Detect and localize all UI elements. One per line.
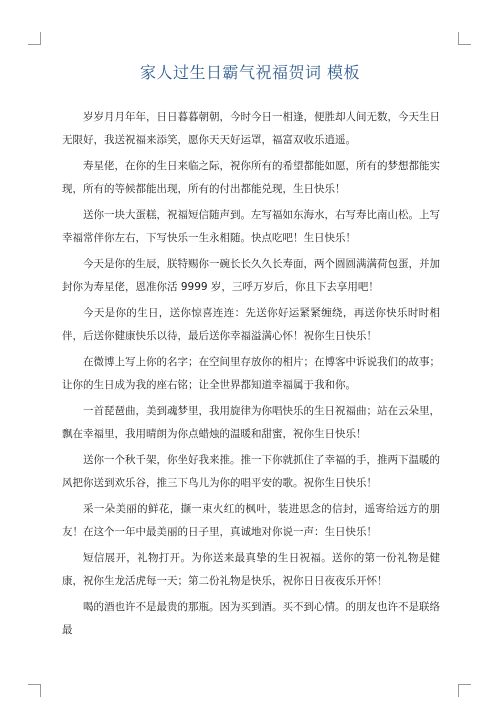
- crop-mark-top-left: [28, 32, 41, 45]
- paragraph: 采一朵美丽的鲜花，撷一束火红的枫叶，装进思念的信封，遥寄给远方的朋友！在这个一年中最美丽的日子里，真诚地对你说一声：生日快乐！: [62, 503, 440, 538]
- paragraph: 送你一块大蛋糕，祝福短信随声到。左写福如东海水，右写寿比南山松。上写幸福常伴你左右，下写快乐一生永相随。快点吃吧！生日快乐！: [62, 209, 440, 244]
- paragraph: 寿星佬，在你的生日来临之际，祝你所有的希望都能如愿，所有的梦想都能实现，所有的等候都能出现，所有的付出都能兑现，生日快乐！: [62, 160, 440, 195]
- paragraph: 今天是你的生日，送你惊喜连连：先送你好运紧紧缠绕，再送你快乐时时相伴，后送你健康快乐以待，最后送你幸福溢满心怀！祝你生日快乐！: [62, 307, 440, 342]
- paragraph: 送你一个秋千架，你坐好我来推。推一下你就抓住了幸福的手，推两下温暖的风把你送到欢乐谷，推三下鸟儿为你的唱平安的歌。祝你生日快乐！: [62, 454, 440, 489]
- crop-mark-bottom-left: [28, 684, 41, 697]
- paragraph: 喝的酒也许不是最贵的那瓶。因为买到酒。买不到心情。的朋友也许不是联络最: [62, 601, 440, 636]
- document-title: 家人过生日霸气祝福贺词 模板: [139, 63, 361, 82]
- crop-mark-top-right: [458, 32, 471, 45]
- paragraph: 在微博上写上你的名字；在空间里存放你的相片；在博客中诉说我们的故事；让你的生日成为我的座右铭；让全世界都知道幸福属于我和你。: [62, 356, 440, 391]
- paragraph: 短信展开，礼物打开。为你送来最真挚的生日祝福。送你的第一份礼物是健康，祝你生龙活虎每一天；第二份礼物是快乐，祝你日日夜夜乐开怀！: [62, 552, 440, 587]
- paragraph: 一首琵琶曲，美到魂梦里，我用旋律为你唱快乐的生日祝福曲；站在云朵里，飘在幸福里，我用晴朗为你点蜡烛的温暖和甜蜜，祝你生日快乐！: [62, 405, 440, 440]
- paragraph: 今天是你的生辰，朕特赐你一碗长长久久长寿面，两个圆圆满满荷包蛋，并加封你为寿星佬，恩准你活 9999 岁，三呼万岁后，你且下去享用吧！: [62, 258, 440, 293]
- document-body: [62, 106, 440, 645]
- paragraph: 岁岁月月年年，日日暮暮朝朝，今时今日一相逢，便胜却人间无数，今天生日无限好，我送祝福来添笑，愿你天天好运罩，福富双收乐逍遥。: [62, 111, 440, 146]
- crop-mark-bottom-right: [458, 684, 471, 697]
